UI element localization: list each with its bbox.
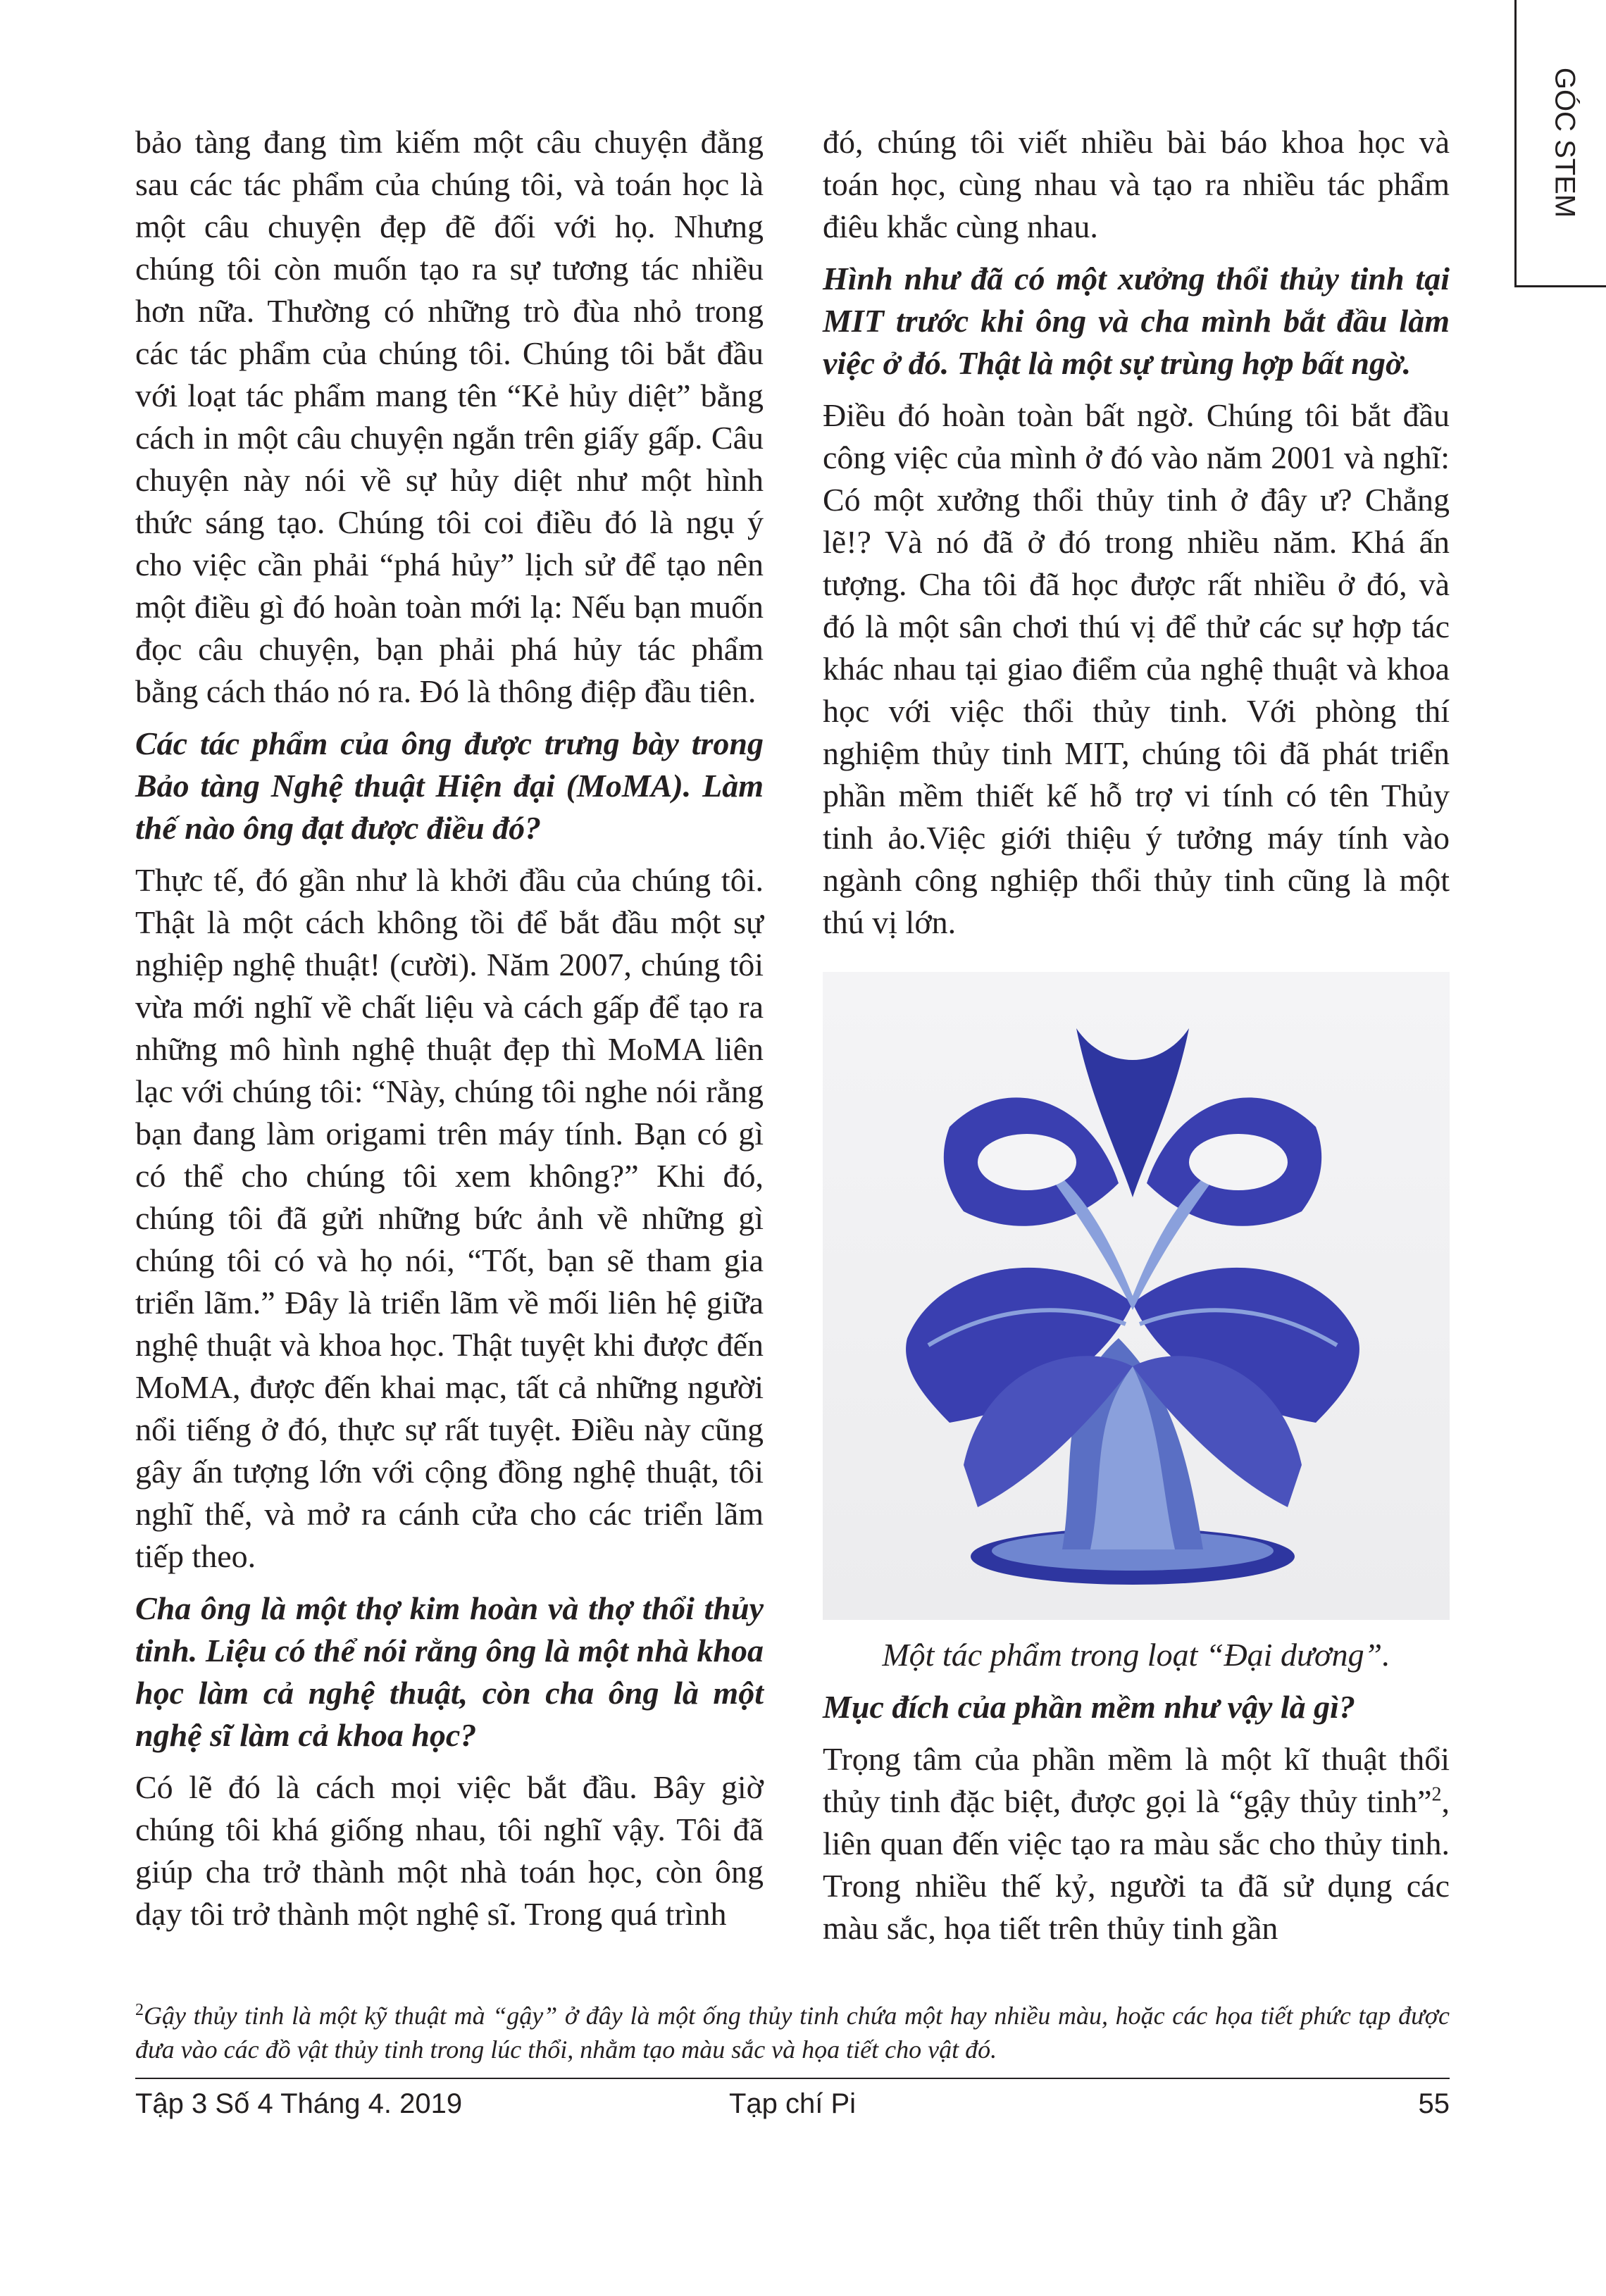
- page-number: 55: [1418, 2088, 1450, 2119]
- issue-info: Tập 3 Số 4 Tháng 4. 2019: [135, 2088, 463, 2119]
- paragraph: Có lẽ đó là cách mọi việc bắt đầu. Bây giờ chúng tôi khá giống nhau, tôi nghĩ vậy. Tôi đã giúp cha trở thành một nhà toán học, còn ông dạy tôi trở thành một nghệ sĩ. Trong quá trình: [135, 1769, 764, 1932]
- magazine-name: Tạp chí Pi: [728, 2088, 857, 2119]
- footnote-mark: 2: [135, 2001, 144, 2019]
- interview-question: Cha ông là một thợ kim hoàn và thợ thổi thủy tinh. Liệu có thể nói rằng ông là một nhà khoa học làm cả nghệ thuật, còn cha ông là một nghệ sĩ làm cả khoa học?: [135, 1590, 764, 1753]
- footer-divider: [135, 2078, 1450, 2079]
- footnote-text: Gậy thủy tinh là một kỹ thuật mà “gậy” ở đây là một ống thủy tinh chứa một hay nhiều màu, hoặc các họa tiết phức tạp được đưa vào các đồ vật thủy tinh trong lúc thổi, nhằm tạo màu sắc và họa tiết cho vật đó.: [135, 2002, 1450, 2064]
- paragraph: [823, 1738, 1450, 1949]
- interview-question: Các tác phẩm của ông được trưng bày trong Bảo tàng Nghệ thuật Hiện đại (MoMA). Làm thế nào ông đạt được điều đó?: [135, 725, 764, 846]
- section-tab-label: GÓC STEM: [1549, 67, 1581, 218]
- paragraph: đó, chúng tôi viết nhiều bài báo khoa học và toán học, cùng nhau và tạo ra nhiều tác phẩm điêu khắc cùng nhau.: [823, 124, 1450, 244]
- paragraph-text: Trọng tâm của phần mềm là một kĩ thuật thổi thủy tinh đặc biệt, được gọi là “gậy thủy tinh”: [823, 1741, 1450, 1819]
- sculpture-right-opening: [1189, 1134, 1288, 1190]
- right-column: [823, 121, 1450, 1959]
- left-column: [135, 121, 764, 1945]
- sculpture-left-opening: [978, 1134, 1076, 1190]
- footnote: [135, 1993, 1450, 2066]
- interview-question: Mục đích của phần mềm như vậy là gì?: [823, 1689, 1355, 1725]
- sculpture-photo: [823, 972, 1450, 1620]
- page-footer: [135, 2088, 1450, 2130]
- footnote-reference[interactable]: 2: [1431, 1783, 1442, 1806]
- section-tab: [1514, 0, 1606, 287]
- figure-caption: Một tác phẩm trong loạt “Đại dương”.: [882, 1637, 1390, 1673]
- interview-question: Hình như đã có một xưởng thổi thủy tinh tại MIT trước khi ông và cha mình bắt đầu làm việc ở đó. Thật là một sự trùng hợp bất ngờ.: [823, 261, 1450, 381]
- paragraph-text: , liên quan đến việc tạo ra màu sắc cho thủy tinh. Trong nhiều thế kỷ, người ta đã sử dụng các màu sắc, họa tiết trên thủy tinh gần: [823, 1783, 1450, 1946]
- paragraph: bảo tàng đang tìm kiếm một câu chuyện đằng sau các tác phẩm của chúng tôi, và toán học là một câu chuyện đẹp đẽ đối với họ. Nhưng chúng tôi còn muốn tạo ra sự tương tác nhiều hơn nữa. Thường có những trò đùa nhỏ trong các tác phẩm của chúng tôi. Chúng tôi bắt đầu với loạt tác phẩm mang tên “Kẻ hủy diệt” bằng cách in một câu chuyện ngắn trên giấy gấp. Câu chuyện này nói về sự hủy diệt như một hình thức sáng tạo. Chúng tôi coi điều đó là ngụ ý cho việc cần phải “phá hủy” lịch sử để tạo nên một điều gì đó hoàn toàn mới lạ: Nếu bạn muốn đọc câu chuyện, bạn phải phá hủy tác phẩm bằng cách tháo nó ra. Đó là thông điệp đầu tiên.: [135, 124, 764, 709]
- paragraph: Thực tế, đó gần như là khởi đầu của chúng tôi. Thật là một cách không tồi để bắt đầu một sự nghiệp nghệ thuật! (cười). Năm 2007, chúng tôi vừa mới nghĩ về chất liệu và cách gấp để tạo ra những mô hình nghệ thuật đẹp thì MoMA liên lạc với chúng tôi: “Này, chúng tôi nghe nói rằng bạn đang làm origami trên máy tính. Bạn có gì có thể cho chúng tôi xem không?” Khi đó, chúng tôi đã gửi những bức ảnh về những gì chúng tôi có và họ nói, “Tốt, bạn sẽ tham gia triển lãm.” Đây là triển lãm về mối liên hệ giữa nghệ thuật và khoa học. Thật tuyệt khi được đến MoMA, được đến khai mạc, tất cả những người nổi tiếng ở đó, thực sự rất tuyệt. Điều này cũng gây ấn tượng lớn với cộng đồng nghệ thuật, tôi nghĩ thế, và mở ra cánh cửa cho các triển lãm tiếp theo.: [135, 862, 764, 1574]
- origami-sculpture-image: [823, 972, 1450, 1620]
- paragraph: Điều đó hoàn toàn bất ngờ. Chúng tôi bắt đầu công việc của mình ở đó vào năm 2001 và nghĩ: Có một xưởng thổi thủy tinh ở đây ư? Chẳng lẽ!? Và nó đã ở đó trong nhiều năm. Khá ấn tượng. Cha tôi đã học được rất nhiều ở đó, và đó là một sân chơi thú vị để thử các sự hợp tác khác nhau tại giao điểm của nghệ thuật và khoa học với việc thổi thủy tinh. Với phòng thí nghiệm thủy tinh MIT, chúng tôi đã phát triển phần mềm thiết kế hỗ trợ vi tính có tên Thủy tinh ảo.Việc giới thiệu ý tưởng máy tính vào ngành công nghiệp thổi thủy tinh cũng là một thú vị lớn.: [823, 397, 1450, 940]
